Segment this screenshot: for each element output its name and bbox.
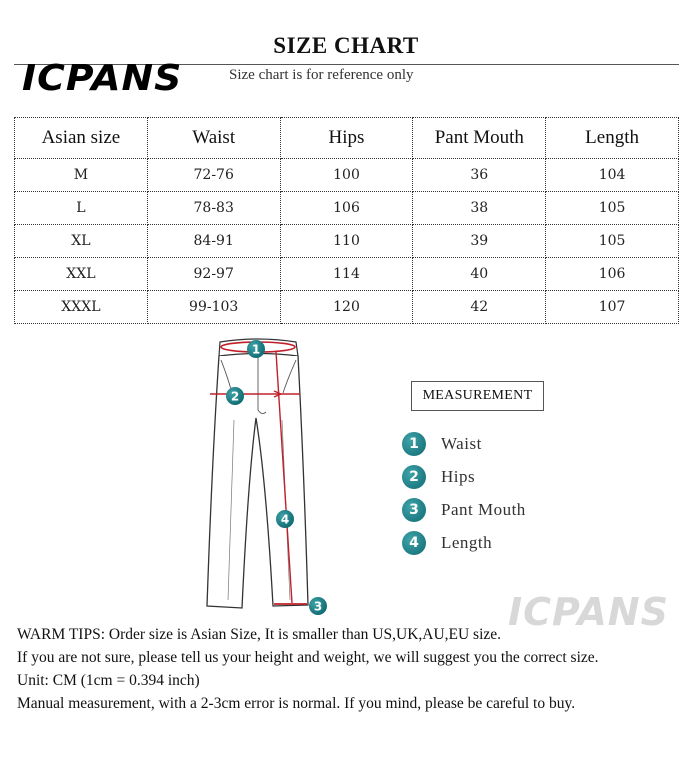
marker-3-icon (309, 597, 327, 615)
table-cell: XXXL (15, 291, 148, 324)
size-table (14, 117, 679, 324)
number-2-icon: 2 (402, 465, 426, 489)
warm-tips (17, 623, 685, 715)
table-cell: 110 (280, 225, 413, 258)
legend-label: Hips (441, 467, 476, 486)
svg-text:1: 1 (251, 342, 261, 357)
table-cell: 72-76 (147, 159, 280, 192)
table-cell: XXL (15, 258, 148, 291)
table-cell: 38 (413, 192, 546, 225)
legend-label: Pant Mouth (441, 500, 526, 519)
svg-text:4: 4 (280, 512, 290, 527)
table-cell: 114 (280, 258, 413, 291)
marker-1-icon (247, 340, 265, 358)
measurement-heading: MEASUREMENT (411, 381, 544, 411)
table-row (15, 291, 679, 324)
table-cell: 42 (413, 291, 546, 324)
marker-4-icon (276, 510, 294, 528)
subtitle: Size chart is for reference only (229, 67, 414, 83)
table-cell: 106 (546, 258, 679, 291)
pants-outline-illustration (190, 330, 350, 620)
table-cell: 84-91 (147, 225, 280, 258)
number-3-icon: 3 (402, 498, 426, 522)
column-header: Waist (147, 118, 280, 159)
legend-item-hips (402, 465, 602, 491)
table-row (15, 192, 679, 225)
table-row (15, 225, 679, 258)
table-cell: 39 (413, 225, 546, 258)
table-cell: XL (15, 225, 148, 258)
table-cell: L (15, 192, 148, 225)
table-cell: 105 (546, 225, 679, 258)
table-cell: 92-97 (147, 258, 280, 291)
table-cell: 104 (546, 159, 679, 192)
brand-logo: ICPANS (22, 58, 183, 99)
tip-line: Manual measurement, with a 2-3cm error is normal. If you mind, please be careful to buy. (17, 695, 576, 712)
column-header: Asian size (15, 118, 148, 159)
tip-line: WARM TIPS: Order size is Asian Size, It is smaller than US,UK,AU,EU size. (17, 626, 502, 643)
brand-watermark: ICPANS (508, 590, 669, 634)
table-cell: 36 (413, 159, 546, 192)
legend-label: Waist (441, 434, 482, 453)
page-title: SIZE CHART (273, 33, 419, 58)
table-cell: 106 (280, 192, 413, 225)
table-cell: 107 (546, 291, 679, 324)
column-header: Hips (280, 118, 413, 159)
number-4-icon: 4 (402, 531, 426, 555)
pants-diagram (190, 330, 350, 620)
table-row (15, 159, 679, 192)
number-1-icon: 1 (402, 432, 426, 456)
table-cell: 78-83 (147, 192, 280, 225)
svg-text:2: 2 (230, 389, 240, 404)
column-header: Length (546, 118, 679, 159)
tip-line: If you are not sure, please tell us your height and weight, we will suggest you the correct size. (17, 649, 599, 666)
table-row (15, 258, 679, 291)
legend-item-length (402, 531, 602, 557)
legend-item-pant-mouth (402, 498, 602, 524)
table-cell: 100 (280, 159, 413, 192)
column-header: Pant Mouth (413, 118, 546, 159)
table-header-row (15, 118, 679, 159)
table-cell: 40 (413, 258, 546, 291)
table-cell: 99-103 (147, 291, 280, 324)
legend-label: Length (441, 533, 493, 552)
table-cell: M (15, 159, 148, 192)
legend-item-waist (402, 432, 602, 458)
tip-line: Unit: CM (1cm = 0.394 inch) (17, 672, 200, 689)
svg-text:3: 3 (313, 599, 323, 614)
marker-2-icon (226, 387, 244, 405)
table-cell: 120 (280, 291, 413, 324)
table-cell: 105 (546, 192, 679, 225)
